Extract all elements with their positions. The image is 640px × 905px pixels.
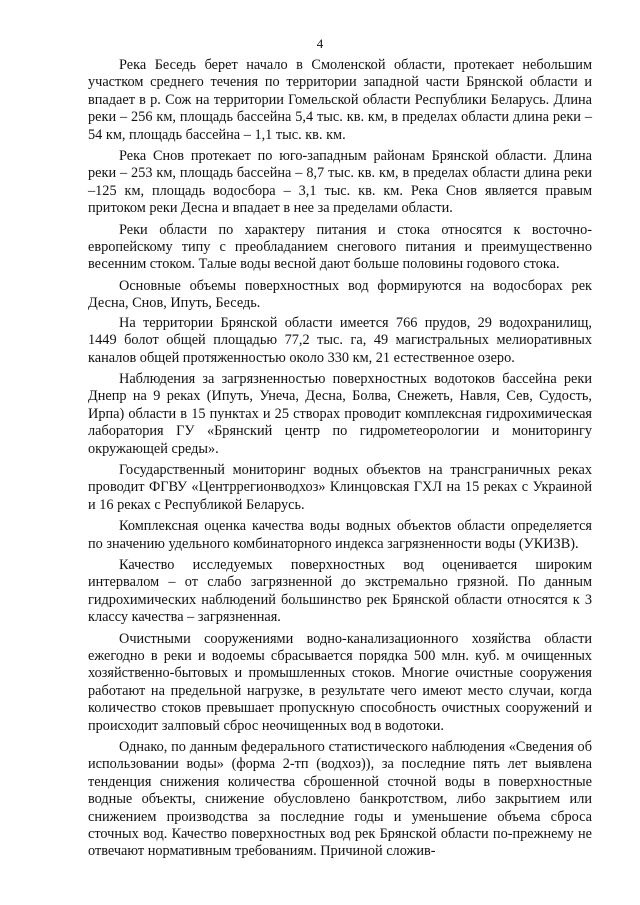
paragraph-statistics-trend: Однако, по данным федерального статистического наблюдения «Сведения об использовании воды» (форма 2-тп (водхоз)), за последние пять лет выявлена тенденция снижения количества сброшенной сточной воды в поверхностные водные объекты, снижение обусловлено банкротством, либо закрытием или снижением производства за последние годы и уменьшение объема сброса сточных вод. Качество поверхностных вод рек Брянской области по-прежнему не отвечают нормативным требованиям. Причиной сложив- [88,739,592,860]
paragraph-river-regime: Реки области по характеру питания и стока относятся к восточно-европейскому типу с преобладанием снегового питания и преимущественно весенним стоком. Талые воды весной дают больше половины годового стока. [88,221,592,273]
paragraph-besed-river: Река Беседь берет начало в Смоленской области, протекает небольшим участком среднего течения по территории западной части Брянской области и впадает в р. Сож на территории Гомельской области Республики Беларусь. Длина реки – 256 км, площадь бассейна 5,4 тыс. кв. км, в пределах области длина реки – 54 км, площадь бассейна – 1,1 тыс. кв. км. [88,57,592,143]
page-number: 4 [316,36,324,51]
paragraph-snov-river: Река Снов протекает по юго-западным районам Брянской области. Длина реки – 253 км, площадь бассейна – 8,7 тыс. кв. км, в пределах области длина реки –125 км, площадь водосбора – 3,1 тыс. кв. км. Река Снов является правым притоком реки Десна и впадает в нее за пределами области. [88,148,592,217]
paragraph-transboundary-monitoring: Государственный мониторинг водных объектов на трансграничных реках проводит ФГВУ «Центррегионводхоз» Клинцовская ГХЛ на 15 реках с Украиной и 16 реках с Республикой Беларусь. [88,461,592,513]
paragraph-water-quality-range: Качество исследуемых поверхностных вод оценивается широким интервалом – от слабо загрязненной до экстремально грязной. По данным гидрохимических наблюдений большинство рек Брянской области относятся к 3 классу качества – загрязненная. [88,556,592,626]
body-text [88,57,592,865]
paragraph-quality-assessment: Комплексная оценка качества воды водных объектов области определяется по значению удельного комбинаторного индекса загрязненности воды (УКИЗВ). [88,518,592,552]
paragraph-observations: Наблюдения за загрязненностью поверхностных водотоков бассейна реки Днепр на 9 реках (Ипуть, Унеча, Десна, Болва, Снежеть, Навля, Сев, Судость, Ирпа) области в 15 пунктах и 25 створах проводит комплексная гидрохимическая лаборатория ГУ «Брянский центр по гидрометеорологии и мониторингу окружающей среды». [88,370,592,457]
paragraph-main-water-volumes: Основные объемы поверхностных вод формируются на водосборах рек Десна, Снов, Ипуть, Беседь. [88,277,592,312]
paragraph-treatment-facilities: Очистными сооружениями водно-канализационного хозяйства области ежегодно в реки и водоемы сбрасывается порядка 500 млн. куб. м очищенных хозяйственно-бытовых и промышленных стоков. Многие очистные сооружения работают на предельной нагрузке, в результате чего имеют место случаи, когда количество стоков превышает пропускную способность очистных сооружений и происходит залповый сброс неочищенных вод в водотоки. [88,630,592,734]
paragraph-water-bodies-count: На территории Брянской области имеется 766 прудов, 29 водохранилищ, 1449 болот общей площадью 77,2 тыс. га, 49 магистральных мелиоративных каналов общей протяженностью около 330 км, 21 естественное озеро. [88,314,592,366]
